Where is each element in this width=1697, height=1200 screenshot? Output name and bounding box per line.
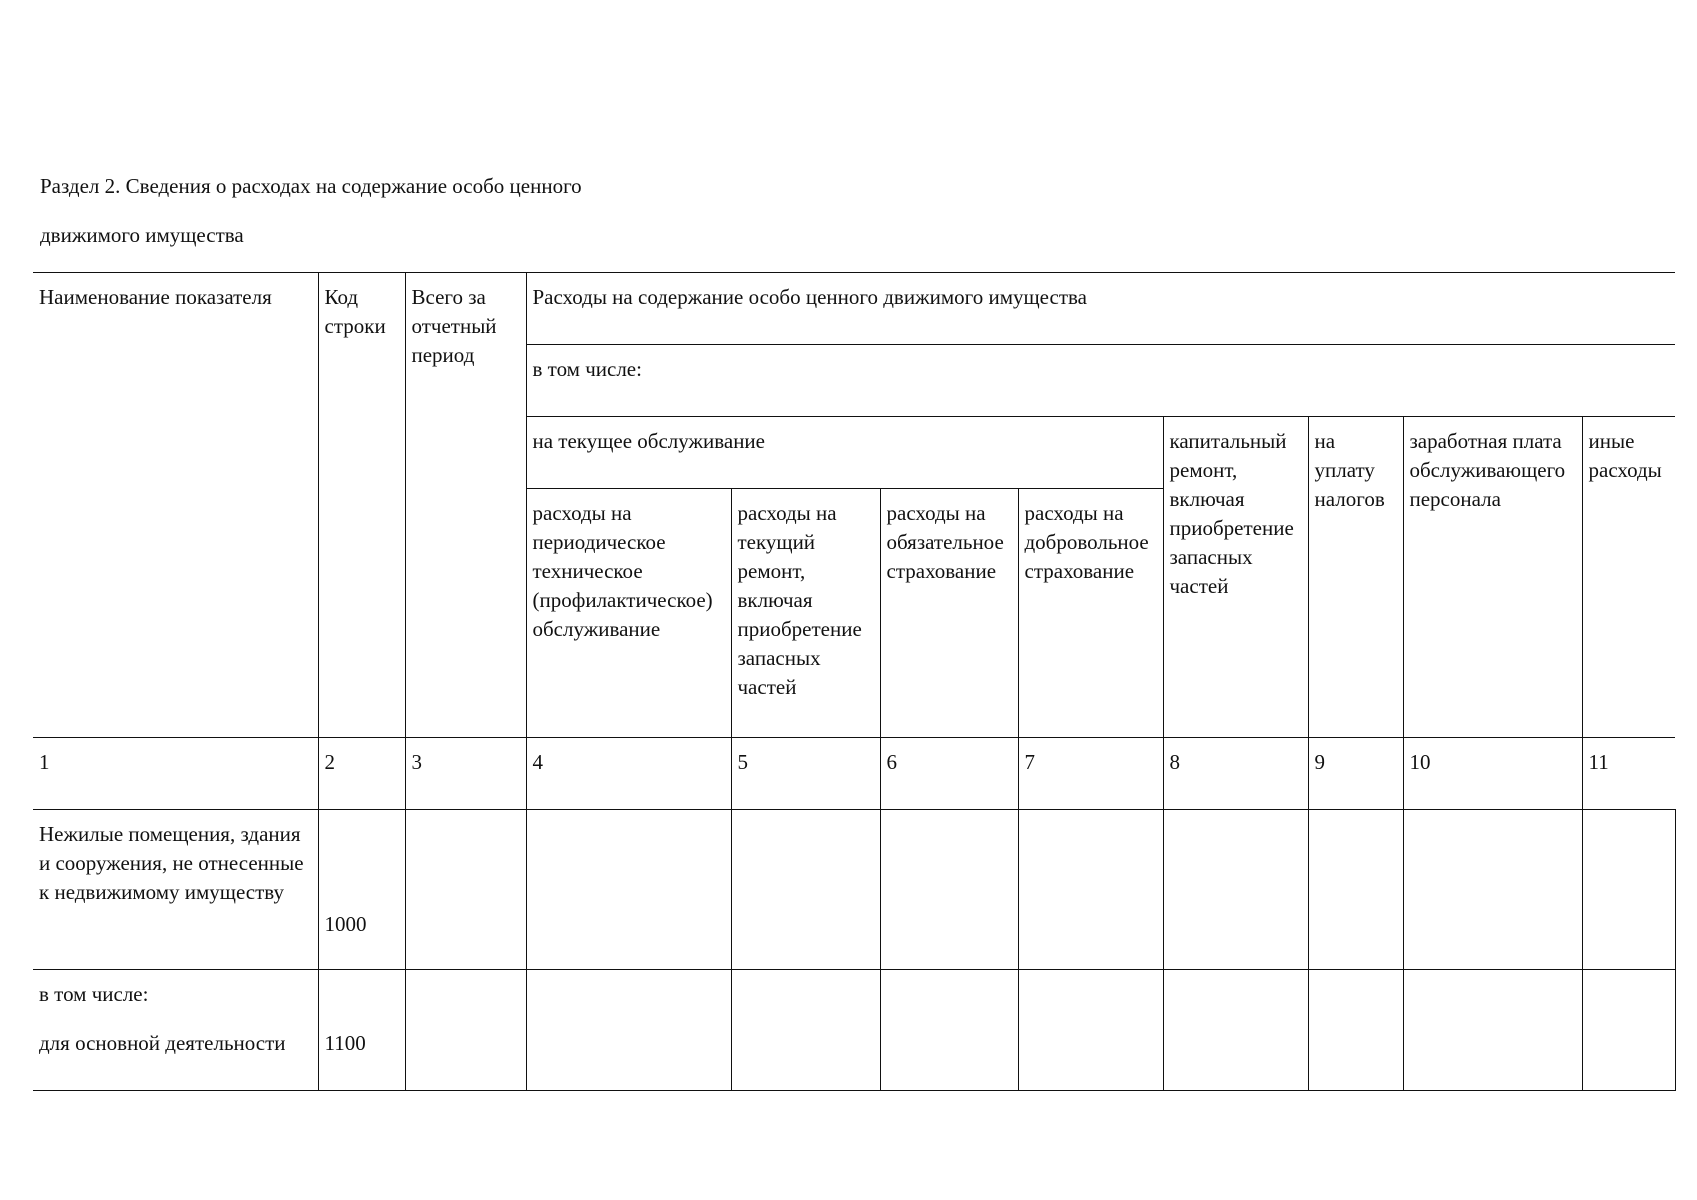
column-number: 9	[1308, 738, 1403, 810]
column-number: 5	[731, 738, 880, 810]
row-name: Нежилые помещения, здания и сооружения, не отнесенные к недвижимому имуществу	[33, 810, 318, 970]
header-taxes: на уплату налогов	[1308, 417, 1403, 738]
data-cell[interactable]	[1308, 970, 1403, 1091]
table-row	[33, 970, 1675, 1091]
data-cell[interactable]	[1582, 810, 1675, 970]
header-salary: заработная плата обслуживающего персонала	[1403, 417, 1582, 738]
column-number: 11	[1582, 738, 1675, 810]
data-cell[interactable]	[1163, 810, 1308, 970]
header-including: в том числе:	[526, 345, 1675, 417]
header-total: Всего за отчетный период	[405, 273, 526, 738]
data-cell[interactable]	[1582, 970, 1675, 1091]
column-number: 1	[33, 738, 318, 810]
data-cell[interactable]	[1163, 970, 1308, 1091]
data-cell[interactable]	[731, 970, 880, 1091]
data-cell[interactable]	[1403, 810, 1582, 970]
table-row	[33, 810, 1675, 970]
header-expenses: Расходы на содержание особо ценного движимого имущества	[526, 273, 1675, 345]
column-number-row	[33, 738, 1675, 810]
row-name-cell	[33, 970, 318, 1091]
header-current-service: на текущее обслуживание	[526, 417, 1163, 489]
column-number: 7	[1018, 738, 1163, 810]
data-cell[interactable]	[731, 810, 880, 970]
data-cell[interactable]	[526, 810, 731, 970]
data-cell[interactable]	[405, 810, 526, 970]
column-number: 3	[405, 738, 526, 810]
header-name: Наименование показателя	[33, 273, 318, 738]
data-cell[interactable]	[880, 810, 1018, 970]
header-mandatory-insurance: расходы на обязательное страхование	[880, 489, 1018, 738]
header-voluntary-insurance: расходы на добровольное страхование	[1018, 489, 1163, 738]
section-title-line-2: движимого имущества	[40, 223, 244, 247]
header-capital-repair: капитальный ремонт, включая приобретение запасных частей	[1163, 417, 1308, 738]
header-code: Код строки	[318, 273, 405, 738]
header-row-1	[33, 273, 1675, 345]
row-code-cell	[318, 970, 405, 1091]
column-number: 2	[318, 738, 405, 810]
data-cell[interactable]	[1018, 810, 1163, 970]
data-cell[interactable]	[1308, 810, 1403, 970]
expenses-table	[33, 272, 1676, 1091]
data-cell[interactable]	[880, 970, 1018, 1091]
row-name-prefix: в том числе:	[39, 982, 149, 1006]
header-current-repair: расходы на текущий ремонт, включая приобретение запасных частей	[731, 489, 880, 738]
data-cell[interactable]	[526, 970, 731, 1091]
header-periodic-maintenance: расходы на периодическое техническое (профилактическое) обслуживание	[526, 489, 731, 738]
row-code: 1100	[324, 1031, 366, 1055]
row-code: 1000	[318, 810, 405, 970]
section-title-line-1: Раздел 2. Сведения о расходах на содержание особо ценного	[40, 174, 582, 198]
column-number: 6	[880, 738, 1018, 810]
row-name: для основной деятельности	[39, 1031, 286, 1055]
column-number: 10	[1403, 738, 1582, 810]
column-number: 4	[526, 738, 731, 810]
data-cell[interactable]	[1018, 970, 1163, 1091]
header-other: иные расходы	[1582, 417, 1675, 738]
data-cell[interactable]	[1403, 970, 1582, 1091]
column-number: 8	[1163, 738, 1308, 810]
data-cell[interactable]	[405, 970, 526, 1091]
